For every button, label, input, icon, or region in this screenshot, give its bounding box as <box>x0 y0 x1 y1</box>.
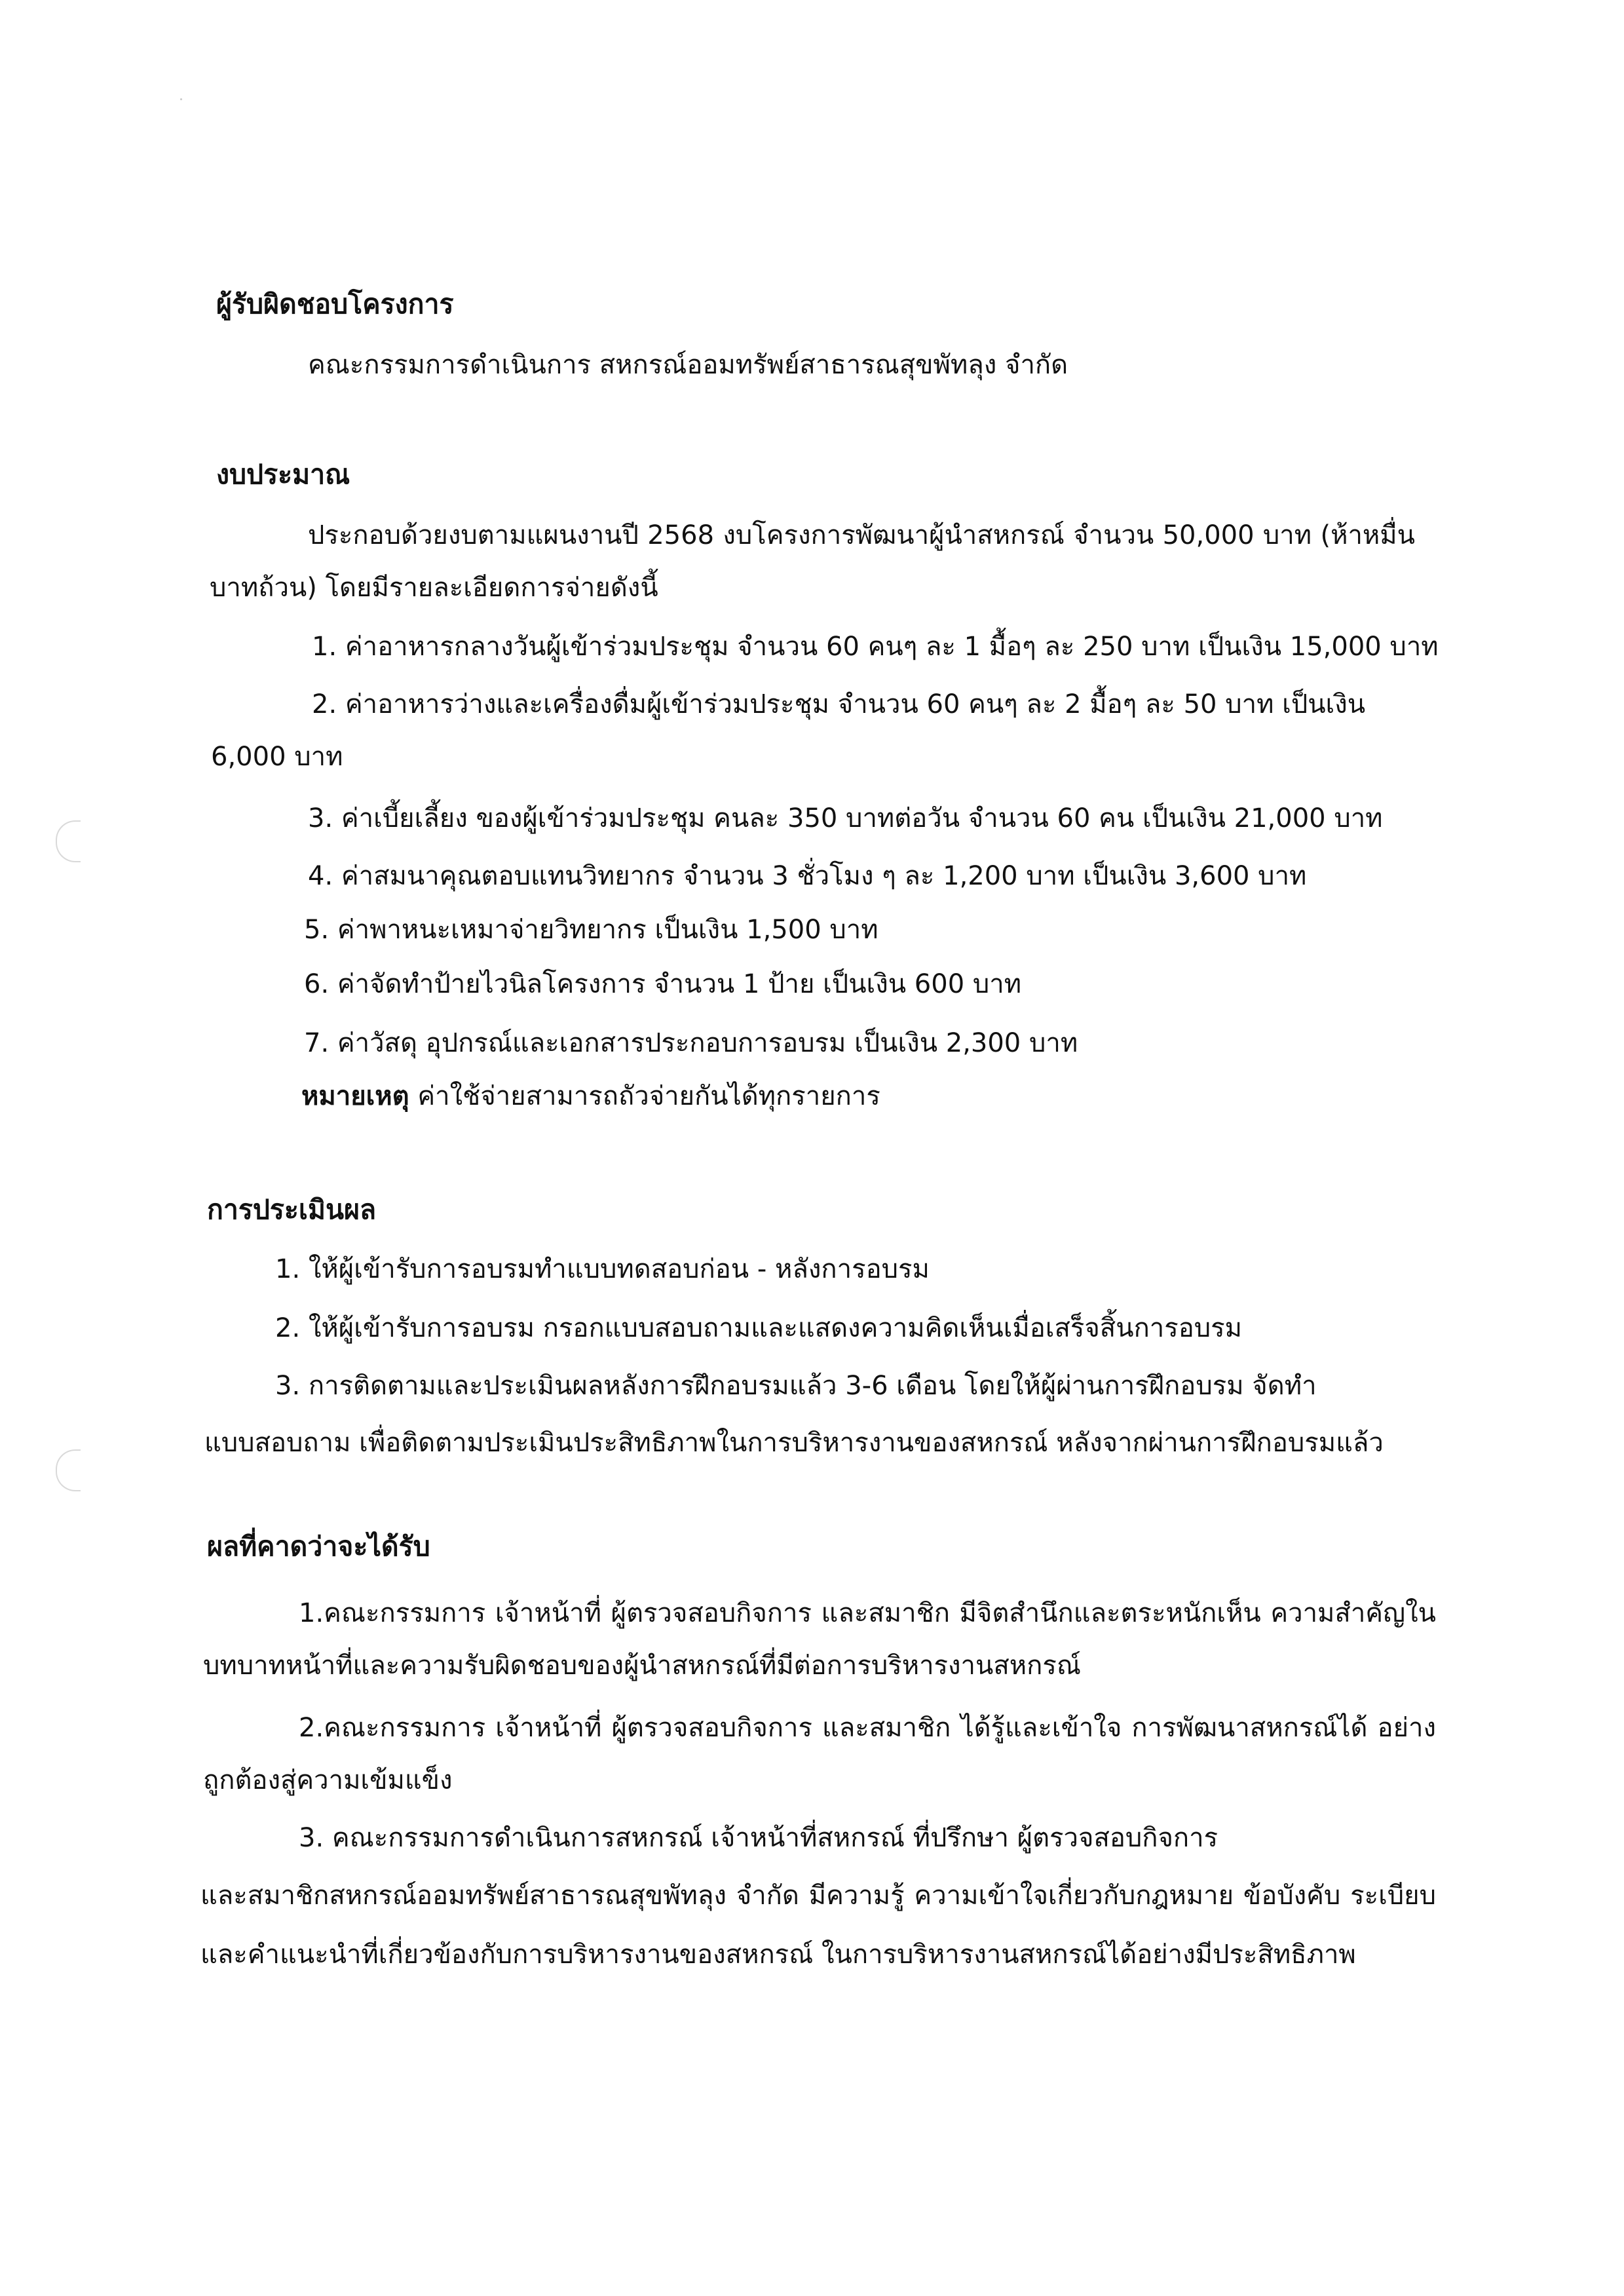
evaluation-heading: การประเมินผล <box>207 1194 377 1225</box>
budget-note-label: หมายเหตุ <box>301 1081 409 1111</box>
budget-intro-line-2: บาทถ้วน) โดยมีรายละเอียดการจ่ายดังนี้ <box>210 573 658 603</box>
evaluation-item-1: 1. ให้ผู้เข้ารับการอบรมทำแบบทดสอบก่อน - หลังการอบรม <box>275 1254 930 1284</box>
evaluation-item-2: 2. ให้ผู้เข้ารับการอบรม กรอกแบบสอบถามและแสดงความคิดเห็นเมื่อเสร็จสิ้นการอบรม <box>275 1313 1242 1343</box>
outcomes-item-3-line-1: 3. คณะกรรมการดำเนินการสหกรณ์ เจ้าหน้าที่สหกรณ์ ที่ปรึกษา ผู้ตรวจสอบกิจการ <box>299 1823 1218 1853</box>
budget-item-5: 5. ค่าพาหนะเหมาจ่ายวิทยากร เป็นเงิน 1,500 บาท <box>304 915 878 945</box>
budget-note <box>301 1077 880 1116</box>
outcomes-item-1-line-1: 1.คณะกรรมการ เจ้าหน้าที่ ผู้ตรวจสอบกิจการ และสมาชิก มีจิตสำนึกและตระหนักเห็น ความสำคัญใน <box>299 1598 1436 1628</box>
responsible-text: คณะกรรมการดำเนินการ สหกรณ์ออมทรัพย์สาธารณสุขพัทลุง จำกัด <box>308 350 1068 380</box>
responsible-heading: ผู้รับผิดชอบโครงการ <box>216 288 454 320</box>
outcomes-item-1-line-2: บทบาทหน้าที่และความรับผิดชอบของผู้นำสหกรณ์ที่มีต่อการบริหารงานสหกรณ์ <box>203 1651 1081 1681</box>
budget-item-7: 7. ค่าวัสดุ อุปกรณ์และเอกสารประกอบการอบรม เป็นเงิน 2,300 บาท <box>304 1028 1078 1058</box>
budget-item-3: 3. ค่าเบี้ยเลี้ยง ของผู้เข้าร่วมประชุม คนละ 350 บาทต่อวัน จำนวน 60 คน เป็นเงิน 21,000 บาท <box>308 803 1383 833</box>
budget-intro-line-1: ประกอบด้วยงบตามแผนงานปี 2568 งบโครงการพัฒนาผู้นำสหกรณ์ จำนวน 50,000 บาท (ห้าหมื่น <box>308 520 1415 550</box>
budget-item-6: 6. ค่าจัดทำป้ายไวนิลโครงการ จำนวน 1 ป้าย เป็นเงิน 600 บาท <box>304 969 1022 999</box>
outcomes-item-3-line-3: และคำแนะนำที่เกี่ยวข้องกับการบริหารงานของสหกรณ์ ในการบริหารงานสหกรณ์ได้อย่างมีประสิทธิภาพ <box>200 1940 1356 1970</box>
budget-item-2-line-2: 6,000 บาท <box>211 742 343 772</box>
budget-note-text: ค่าใช้จ่ายสามารถถัวจ่ายกันได้ทุกรายการ <box>409 1081 880 1111</box>
budget-item-2-line-1: 2. ค่าอาหารว่างและเครื่องดื่มผู้เข้าร่วมประชุม จำนวน 60 คนๆ ละ 2 มื้อๆ ละ 50 บาท เป็นเงิน <box>312 689 1366 719</box>
punch-hole-top <box>56 820 81 862</box>
scan-speck <box>180 98 182 100</box>
evaluation-item-3-line-1: 3. การติดตามและประเมินผลหลังการฝึกอบรมแล้ว 3-6 เดือน โดยให้ผู้ผ่านการฝึกอบรม จัดทำ <box>275 1371 1317 1401</box>
outcomes-item-2-line-1: 2.คณะกรรมการ เจ้าหน้าที่ ผู้ตรวจสอบกิจการ และสมาชิก ได้รู้และเข้าใจ การพัฒนาสหกรณ์ได้ อย่าง <box>299 1713 1436 1743</box>
outcomes-item-3-line-2: และสมาชิกสหกรณ์ออมทรัพย์สาธารณสุขพัทลุง จำกัด มีความรู้ ความเข้าใจเกี่ยวกับกฎหมาย ข้อบังคับ ระเบียบ <box>200 1881 1436 1911</box>
budget-heading: งบประมาณ <box>216 459 350 490</box>
outcomes-item-2-line-2: ถูกต้องสู่ความเข้มแข็ง <box>203 1765 453 1795</box>
outcomes-heading: ผลที่คาดว่าจะได้รับ <box>207 1531 430 1562</box>
evaluation-item-3-line-2: แบบสอบถาม เพื่อติดตามประเมินประสิทธิภาพในการบริหารงานของสหกรณ์ หลังจากผ่านการฝึกอบรมแล้ว <box>204 1428 1384 1458</box>
budget-item-4: 4. ค่าสมนาคุณตอบแทนวิทยากร จำนวน 3 ชั่วโมง ๆ ละ 1,200 บาท เป็นเงิน 3,600 บาท <box>308 861 1307 891</box>
budget-item-1: 1. ค่าอาหารกลางวันผู้เข้าร่วมประชุม จำนวน 60 คนๆ ละ 1 มื้อๆ ละ 250 บาท เป็นเงิน 15,000 บาท <box>312 632 1439 662</box>
punch-hole-bottom <box>56 1449 81 1491</box>
